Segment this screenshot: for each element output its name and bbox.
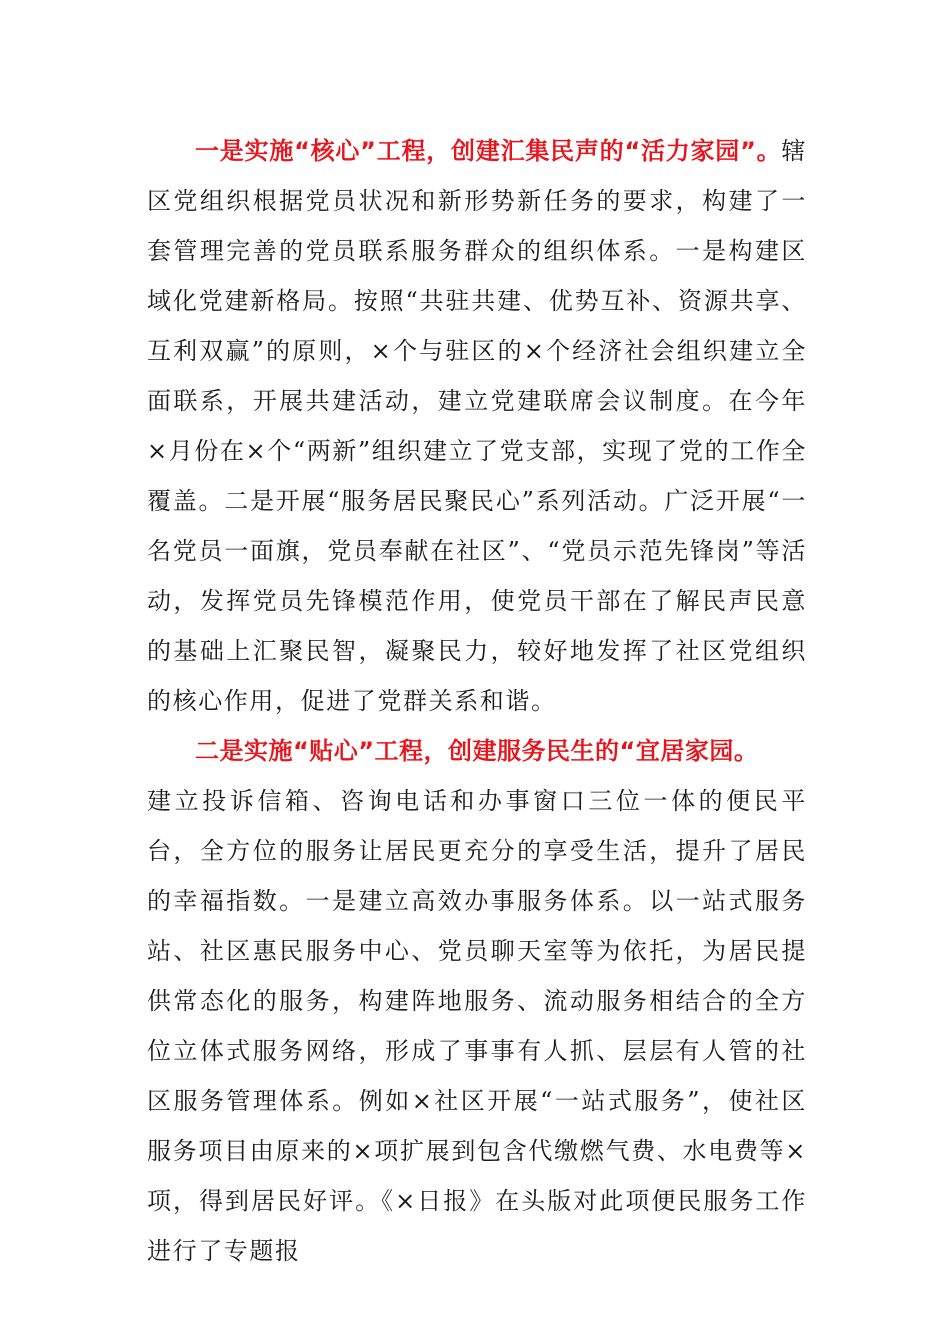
paragraph-1-body: 辖区党组织根据党员状况和新形势新任务的要求，构建了一套管理完善的党员联系服务群众的组织体系。一是构建区域化党建新格局。按照“共驻共建、优势互补、资源共享、互利双赢”的原则，×个与驻区的×个经济社会组织建立全面联系，开展共建活动，建立党建联席会议制度。在今年×月份在×个“两新”组织建立了党支部，实现了党的工作全覆盖。二是开展“服务居民聚民心”系列活动。广泛开展“一名党员一面旗，党员奉献在社区”、“党员示范先锋岗”等活动，发挥党员先锋模范作用，使党员干部在了解民声民意的基础上汇聚民智，凝聚民力，较好地发挥了社区党组织的核心作用，促进了党群关系和谐。 [147,137,807,715]
paragraph-2-body: 建立投诉信箱、咨询电话和办事窗口三位一体的便民平台，全方位的服务让居民更充分的享受生活，提升了居民的幸福指数。一是建立高效办事服务体系。以一站式服务站、社区惠民服务中心、党员聊天室等为依托，为居民提供常态化的服务，构建阵地服务、流动服务相结合的全方位立体式服务网络，形成了事事有人抓、层层有人管的社区服务管理体系。例如×社区开展“一站式服务”，使社区服务项目由原来的×项扩展到包含代缴燃气费、水电费等×项，得到居民好评。《×日报》在头版对此项便民服务工作进行了专题报 [147,787,807,1265]
paragraph-1 [147,126,807,726]
paragraph-2-heading: 二是实施“贴心”工程，创建服务民生的“宜居家园。 [195,737,759,765]
document-page [147,126,807,1276]
paragraph-1-heading: 一是实施“核心”工程，创建汇集民声的“活力家园”。 [195,137,782,165]
paragraph-2 [147,726,807,1276]
